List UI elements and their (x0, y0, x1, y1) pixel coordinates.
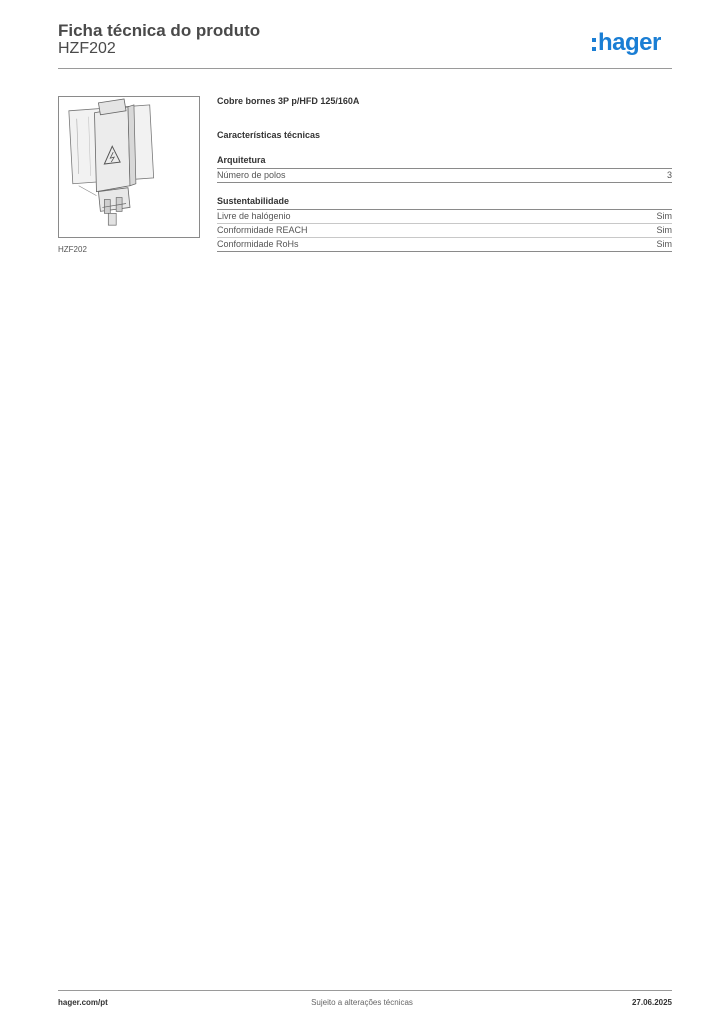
spec-table-sustentabilidade (217, 210, 672, 252)
spec-row (217, 238, 672, 252)
spec-label: Conformidade RoHs (217, 239, 299, 249)
logo-text: hager (598, 29, 661, 56)
spec-table-arquitetura (217, 169, 672, 183)
footer-divider (58, 990, 672, 991)
spec-label: Livre de halógenio (217, 211, 291, 221)
spec-value: 3 (666, 170, 672, 180)
spec-value: Sim (656, 225, 672, 235)
product-code: HZF202 (58, 40, 116, 57)
footer-website-link[interactable]: hager.com/pt (58, 998, 108, 1007)
image-caption: HZF202 (58, 245, 87, 254)
spec-value: Sim (656, 211, 672, 221)
page-title: Ficha técnica do produto (58, 21, 261, 40)
footer-notice: Sujeito a alterações técnicas (311, 998, 413, 1007)
product-image (58, 96, 200, 238)
spec-row (217, 224, 672, 238)
terminal-cover-illustration (59, 97, 199, 237)
spec-row (217, 169, 672, 183)
header-divider (58, 68, 672, 69)
spec-label: Conformidade REACH (217, 225, 308, 235)
group-title-arquitetura: Arquitetura (217, 155, 672, 169)
spec-row (217, 210, 672, 224)
specs-section-title: Características técnicas (217, 130, 321, 140)
group-title-sustentabilidade: Sustentabilidade (217, 196, 672, 210)
footer-date: 27.06.2025 (631, 998, 672, 1007)
spec-value: Sim (656, 239, 672, 249)
spec-label: Número de polos (217, 170, 286, 180)
hager-logo (592, 28, 661, 58)
product-name: Cobre bornes 3P p/HFD 125/160A (217, 96, 360, 106)
product-details (217, 96, 672, 252)
logo-colon-icon (592, 38, 596, 51)
